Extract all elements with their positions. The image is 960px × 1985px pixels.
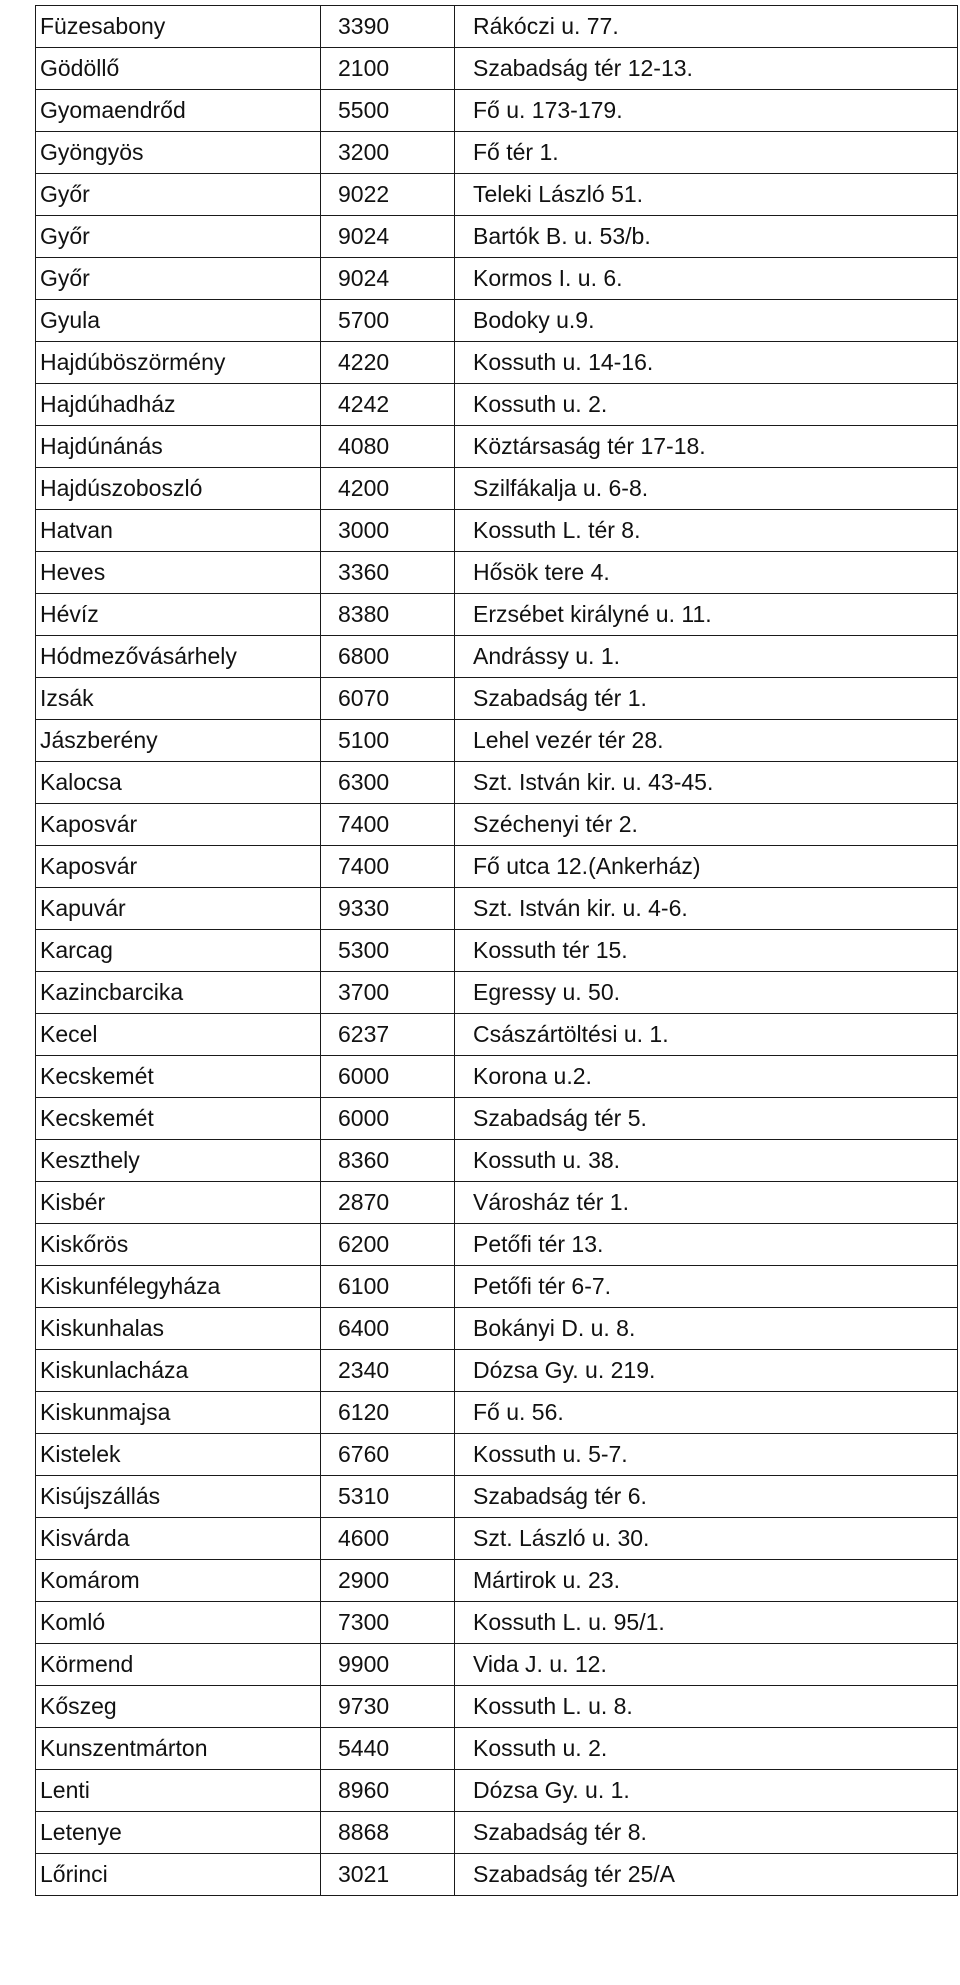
- city-cell: Kőszeg: [36, 1686, 321, 1728]
- city-cell: Kazincbarcika: [36, 972, 321, 1014]
- zip-cell: 6070: [321, 678, 455, 720]
- address-cell: Kossuth tér 15.: [455, 930, 958, 972]
- address-table: [35, 5, 958, 1896]
- zip-cell: 6100: [321, 1266, 455, 1308]
- zip-cell: 8960: [321, 1770, 455, 1812]
- table-row: [36, 174, 958, 216]
- address-cell: Kossuth u. 2.: [455, 1728, 958, 1770]
- address-cell: Kossuth L. tér 8.: [455, 510, 958, 552]
- address-cell: Kossuth u. 5-7.: [455, 1434, 958, 1476]
- table-row: [36, 594, 958, 636]
- zip-cell: 6000: [321, 1098, 455, 1140]
- table-row: [36, 846, 958, 888]
- address-cell: Szt. László u. 30.: [455, 1518, 958, 1560]
- table-row: [36, 90, 958, 132]
- city-cell: Komárom: [36, 1560, 321, 1602]
- table-row: [36, 888, 958, 930]
- table-row: [36, 6, 958, 48]
- zip-cell: 9024: [321, 216, 455, 258]
- address-cell: Szabadság tér 5.: [455, 1098, 958, 1140]
- city-cell: Kiskunfélegyháza: [36, 1266, 321, 1308]
- city-cell: Hajdúböszörmény: [36, 342, 321, 384]
- address-cell: Andrássy u. 1.: [455, 636, 958, 678]
- table-row: [36, 972, 958, 1014]
- address-cell: Kossuth u. 2.: [455, 384, 958, 426]
- address-cell: Szabadság tér 1.: [455, 678, 958, 720]
- table-row: [36, 1686, 958, 1728]
- table-row: [36, 1854, 958, 1896]
- address-cell: Dózsa Gy. u. 1.: [455, 1770, 958, 1812]
- table-row: [36, 636, 958, 678]
- zip-cell: 3390: [321, 6, 455, 48]
- table-row: [36, 720, 958, 762]
- address-cell: Szabadság tér 25/A: [455, 1854, 958, 1896]
- address-cell: Fő u. 56.: [455, 1392, 958, 1434]
- zip-cell: 5300: [321, 930, 455, 972]
- zip-cell: 9730: [321, 1686, 455, 1728]
- zip-cell: 7300: [321, 1602, 455, 1644]
- address-cell: Szabadság tér 12-13.: [455, 48, 958, 90]
- table-row: [36, 930, 958, 972]
- city-cell: Győr: [36, 174, 321, 216]
- city-cell: Keszthely: [36, 1140, 321, 1182]
- zip-cell: 6760: [321, 1434, 455, 1476]
- address-cell: Kossuth L. u. 8.: [455, 1686, 958, 1728]
- table-row: [36, 1014, 958, 1056]
- zip-cell: 6237: [321, 1014, 455, 1056]
- city-cell: Kecskemét: [36, 1056, 321, 1098]
- city-cell: Kecskemét: [36, 1098, 321, 1140]
- address-cell: Szilfákalja u. 6-8.: [455, 468, 958, 510]
- city-cell: Lőrinci: [36, 1854, 321, 1896]
- city-cell: Kiskunlacháza: [36, 1350, 321, 1392]
- address-cell: Vida J. u. 12.: [455, 1644, 958, 1686]
- address-cell: Bodoky u.9.: [455, 300, 958, 342]
- zip-cell: 7400: [321, 804, 455, 846]
- address-cell: Petőfi tér 6-7.: [455, 1266, 958, 1308]
- city-cell: Karcag: [36, 930, 321, 972]
- city-cell: Kecel: [36, 1014, 321, 1056]
- zip-cell: 4080: [321, 426, 455, 468]
- address-cell: Kossuth u. 38.: [455, 1140, 958, 1182]
- table-row: [36, 48, 958, 90]
- zip-cell: 5500: [321, 90, 455, 132]
- city-cell: Hajdúhadház: [36, 384, 321, 426]
- zip-cell: 4242: [321, 384, 455, 426]
- table-row: [36, 510, 958, 552]
- address-cell: Kormos I. u. 6.: [455, 258, 958, 300]
- address-cell: Bokányi D. u. 8.: [455, 1308, 958, 1350]
- address-cell: Fő tér 1.: [455, 132, 958, 174]
- table-row: [36, 1728, 958, 1770]
- city-cell: Gyomaendrőd: [36, 90, 321, 132]
- address-cell: Korona u.2.: [455, 1056, 958, 1098]
- table-row: [36, 342, 958, 384]
- table-row: [36, 1392, 958, 1434]
- address-cell: Kossuth L. u. 95/1.: [455, 1602, 958, 1644]
- city-cell: Hódmezővásárhely: [36, 636, 321, 678]
- zip-cell: 9022: [321, 174, 455, 216]
- city-cell: Hajdúszoboszló: [36, 468, 321, 510]
- city-cell: Kaposvár: [36, 804, 321, 846]
- address-table-body: [36, 6, 958, 1896]
- city-cell: Kistelek: [36, 1434, 321, 1476]
- city-cell: Hévíz: [36, 594, 321, 636]
- zip-cell: 7400: [321, 846, 455, 888]
- address-cell: Széchenyi tér 2.: [455, 804, 958, 846]
- table-row: [36, 1602, 958, 1644]
- city-cell: Komló: [36, 1602, 321, 1644]
- table-row: [36, 1644, 958, 1686]
- zip-cell: 5700: [321, 300, 455, 342]
- address-cell: Szt. István kir. u. 43-45.: [455, 762, 958, 804]
- address-cell: Kossuth u. 14-16.: [455, 342, 958, 384]
- table-row: [36, 1350, 958, 1392]
- address-cell: Városház tér 1.: [455, 1182, 958, 1224]
- zip-cell: 9900: [321, 1644, 455, 1686]
- address-cell: Fő u. 173-179.: [455, 90, 958, 132]
- zip-cell: 6800: [321, 636, 455, 678]
- city-cell: Lenti: [36, 1770, 321, 1812]
- city-cell: Füzesabony: [36, 6, 321, 48]
- address-cell: Fő utca 12.(Ankerház): [455, 846, 958, 888]
- address-cell: Császártöltési u. 1.: [455, 1014, 958, 1056]
- city-cell: Gödöllő: [36, 48, 321, 90]
- city-cell: Győr: [36, 258, 321, 300]
- address-cell: Szabadság tér 6.: [455, 1476, 958, 1518]
- zip-cell: 5100: [321, 720, 455, 762]
- table-row: [36, 552, 958, 594]
- table-row: [36, 804, 958, 846]
- table-row: [36, 132, 958, 174]
- address-cell: Köztársaság tér 17-18.: [455, 426, 958, 468]
- zip-cell: 4220: [321, 342, 455, 384]
- table-row: [36, 1266, 958, 1308]
- city-cell: Gyula: [36, 300, 321, 342]
- table-row: [36, 1182, 958, 1224]
- zip-cell: 6120: [321, 1392, 455, 1434]
- table-row: [36, 1812, 958, 1854]
- city-cell: Jászberény: [36, 720, 321, 762]
- city-cell: Körmend: [36, 1644, 321, 1686]
- table-row: [36, 300, 958, 342]
- city-cell: Kaposvár: [36, 846, 321, 888]
- table-row: [36, 1140, 958, 1182]
- address-cell: Egressy u. 50.: [455, 972, 958, 1014]
- zip-cell: 6000: [321, 1056, 455, 1098]
- address-cell: Petőfi tér 13.: [455, 1224, 958, 1266]
- zip-cell: 6400: [321, 1308, 455, 1350]
- city-cell: Heves: [36, 552, 321, 594]
- zip-cell: 4600: [321, 1518, 455, 1560]
- city-cell: Kiskőrös: [36, 1224, 321, 1266]
- zip-cell: 2340: [321, 1350, 455, 1392]
- city-cell: Hajdúnánás: [36, 426, 321, 468]
- zip-cell: 8380: [321, 594, 455, 636]
- city-cell: Izsák: [36, 678, 321, 720]
- table-row: [36, 384, 958, 426]
- address-cell: Lehel vezér tér 28.: [455, 720, 958, 762]
- city-cell: Kiskunhalas: [36, 1308, 321, 1350]
- table-row: [36, 216, 958, 258]
- table-row: [36, 1308, 958, 1350]
- zip-cell: 9024: [321, 258, 455, 300]
- table-row: [36, 1560, 958, 1602]
- city-cell: Hatvan: [36, 510, 321, 552]
- zip-cell: 5310: [321, 1476, 455, 1518]
- zip-cell: 8868: [321, 1812, 455, 1854]
- table-row: [36, 1056, 958, 1098]
- city-cell: Letenye: [36, 1812, 321, 1854]
- city-cell: Kalocsa: [36, 762, 321, 804]
- address-cell: Bartók B. u. 53/b.: [455, 216, 958, 258]
- city-cell: Kiskunmajsa: [36, 1392, 321, 1434]
- city-cell: Kapuvár: [36, 888, 321, 930]
- zip-cell: 3360: [321, 552, 455, 594]
- table-row: [36, 426, 958, 468]
- zip-cell: 3000: [321, 510, 455, 552]
- table-row: [36, 1476, 958, 1518]
- zip-cell: 3700: [321, 972, 455, 1014]
- address-cell: Szt. István kir. u. 4-6.: [455, 888, 958, 930]
- city-cell: Győr: [36, 216, 321, 258]
- table-row: [36, 468, 958, 510]
- address-cell: Erzsébet királyné u. 11.: [455, 594, 958, 636]
- city-cell: Kisújszállás: [36, 1476, 321, 1518]
- city-cell: Kisvárda: [36, 1518, 321, 1560]
- address-cell: Szabadság tér 8.: [455, 1812, 958, 1854]
- table-row: [36, 1098, 958, 1140]
- table-row: [36, 678, 958, 720]
- address-cell: Rákóczi u. 77.: [455, 6, 958, 48]
- address-cell: Dózsa Gy. u. 219.: [455, 1350, 958, 1392]
- zip-cell: 5440: [321, 1728, 455, 1770]
- table-row: [36, 1770, 958, 1812]
- zip-cell: 3021: [321, 1854, 455, 1896]
- table-row: [36, 762, 958, 804]
- address-cell: Hősök tere 4.: [455, 552, 958, 594]
- table-row: [36, 1434, 958, 1476]
- zip-cell: 9330: [321, 888, 455, 930]
- address-cell: Mártirok u. 23.: [455, 1560, 958, 1602]
- city-cell: Kunszentmárton: [36, 1728, 321, 1770]
- zip-cell: 8360: [321, 1140, 455, 1182]
- address-cell: Teleki László 51.: [455, 174, 958, 216]
- zip-cell: 6200: [321, 1224, 455, 1266]
- city-cell: Kisbér: [36, 1182, 321, 1224]
- zip-cell: 2900: [321, 1560, 455, 1602]
- city-cell: Gyöngyös: [36, 132, 321, 174]
- table-row: [36, 1518, 958, 1560]
- zip-cell: 6300: [321, 762, 455, 804]
- table-row: [36, 1224, 958, 1266]
- zip-cell: 2870: [321, 1182, 455, 1224]
- zip-cell: 3200: [321, 132, 455, 174]
- zip-cell: 2100: [321, 48, 455, 90]
- table-row: [36, 258, 958, 300]
- zip-cell: 4200: [321, 468, 455, 510]
